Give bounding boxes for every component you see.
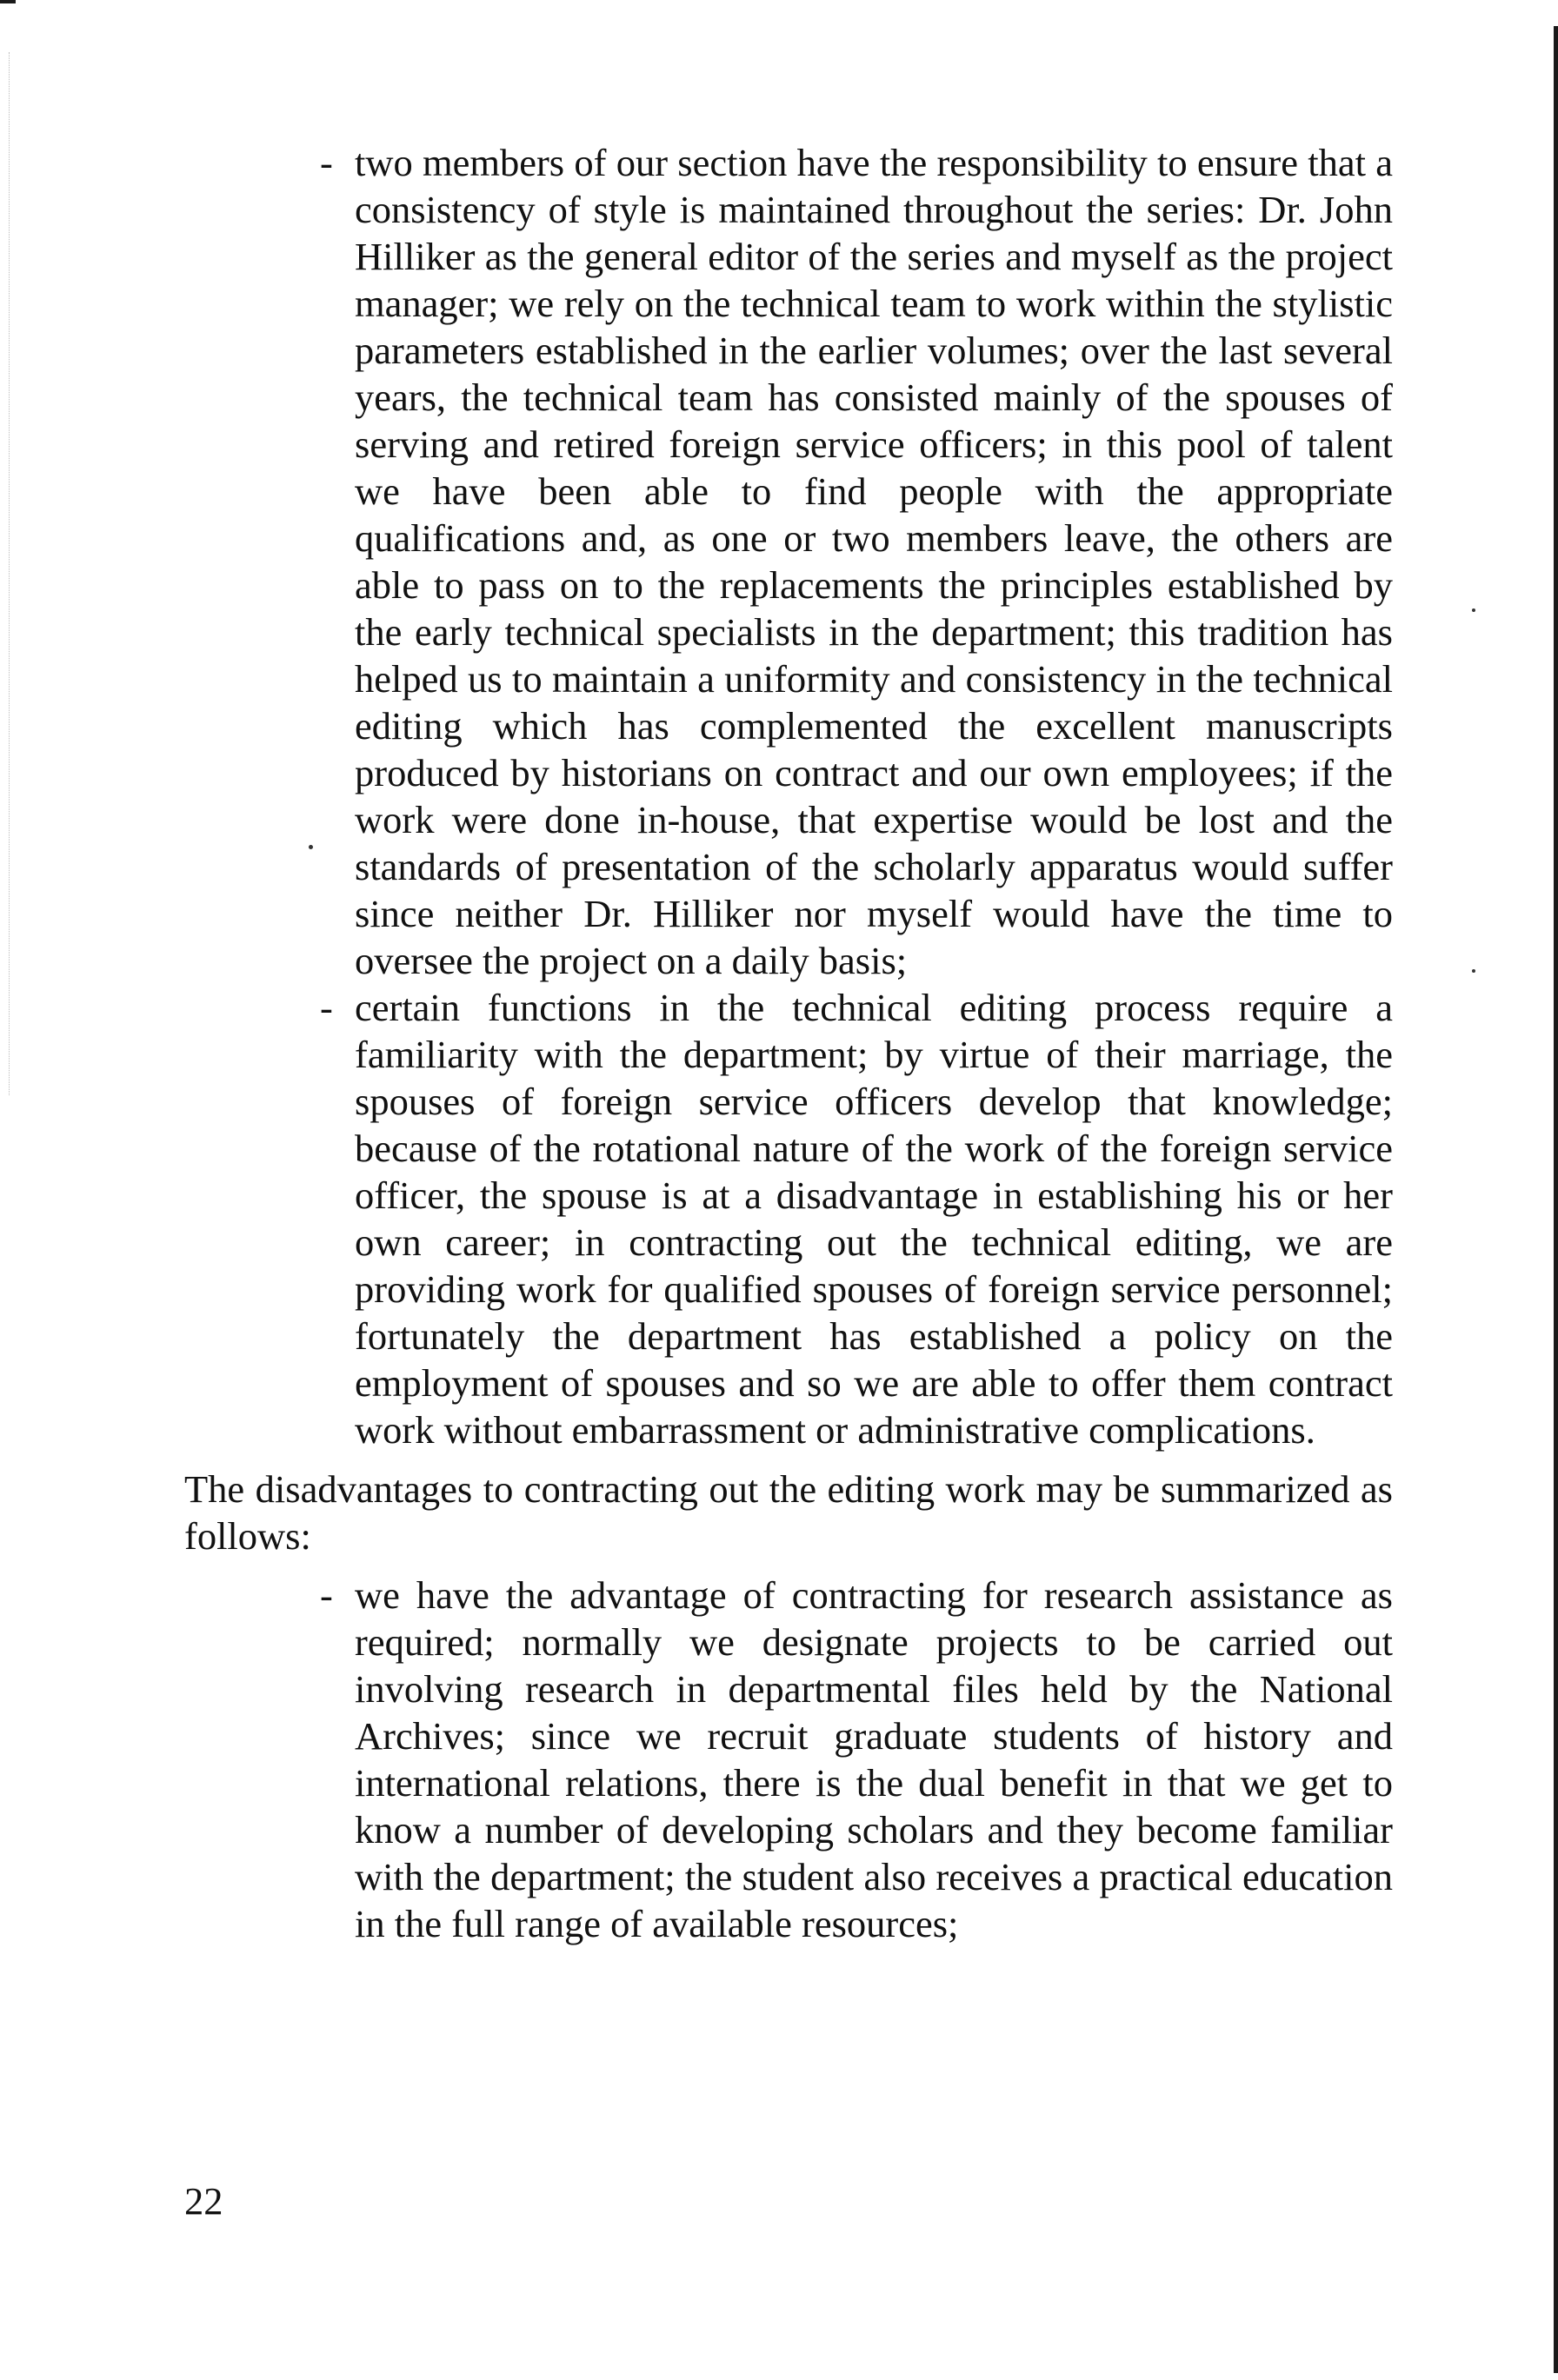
- second-bullet-list: [184, 1572, 1393, 1947]
- first-bullet-list: [184, 139, 1393, 1453]
- document-body: [184, 139, 1393, 1947]
- bullet-dash: -: [320, 986, 333, 1029]
- scan-edge-right: [1554, 26, 1558, 2373]
- list-item: [320, 984, 1393, 1453]
- scan-edge-left: [9, 52, 10, 1095]
- scan-speck: [1472, 608, 1475, 612]
- bullet-dash: -: [320, 141, 333, 184]
- intro-paragraph: The disadvantages to contracting out the editing work may be summarized as follows:: [184, 1467, 1393, 1558]
- bullet-dash: -: [320, 1573, 333, 1617]
- scan-speck: [1472, 969, 1475, 973]
- list-item: [320, 139, 1393, 984]
- list-item-text: two members of our section have the responsibility to ensure that a consistency of style is maintained throughout the series: Dr. John Hilliker as the general editor of the series and myself as the project manager; we rely on the technical team to work within the stylistic parameters established in the earlier volumes; over the last several years, the technical team has consisted mainly of the spouses of serving and retired foreign service officers; in this pool of talent we have been able to find people with the appropriate qualifications and, as one or two members leave, the others are able to pass on to the replacements the principles established by the early technical specialists in the department; this tradition has helped us to maintain a uniformity and consistency in the technical editing which has complemented the excellent manuscripts produced by historians on contract and our own employees; if the work were done in-house, that expertise would be lost and the standards of presentation of the scholarly apparatus would suffer since neither Dr. Hilliker nor myself would have the time to oversee the project on a daily basis;: [355, 141, 1393, 982]
- scan-edge-top-left: [0, 0, 16, 3]
- page-number: 22: [184, 2179, 223, 2223]
- list-item-text: we have the advantage of contracting for research assistance as required; normally we designate projects to be carried out involving research in departmental files held by the National Archives; since we recruit graduate students of history and international relations, there is the dual benefit in that we get to know a number of developing scholars and they become familiar with the department; the student also receives a practical education in the full range of available resources;: [355, 1573, 1393, 1945]
- list-item: [320, 1572, 1393, 1947]
- list-item-text: certain functions in the technical editing process require a familiarity with the department; by virtue of their marriage, the spouses of foreign service officers develop that knowledge; because of the rotational nature of the work of the foreign service officer, the spouse is at a disadvantage in establishing his or her own career; in contracting out the technical editing, we are providing work for qualified spouses of foreign service personnel; fortunately the department has established a policy on the employment of spouses and so we are able to offer them contract work without embarrassment or administrative complications.: [355, 986, 1393, 1452]
